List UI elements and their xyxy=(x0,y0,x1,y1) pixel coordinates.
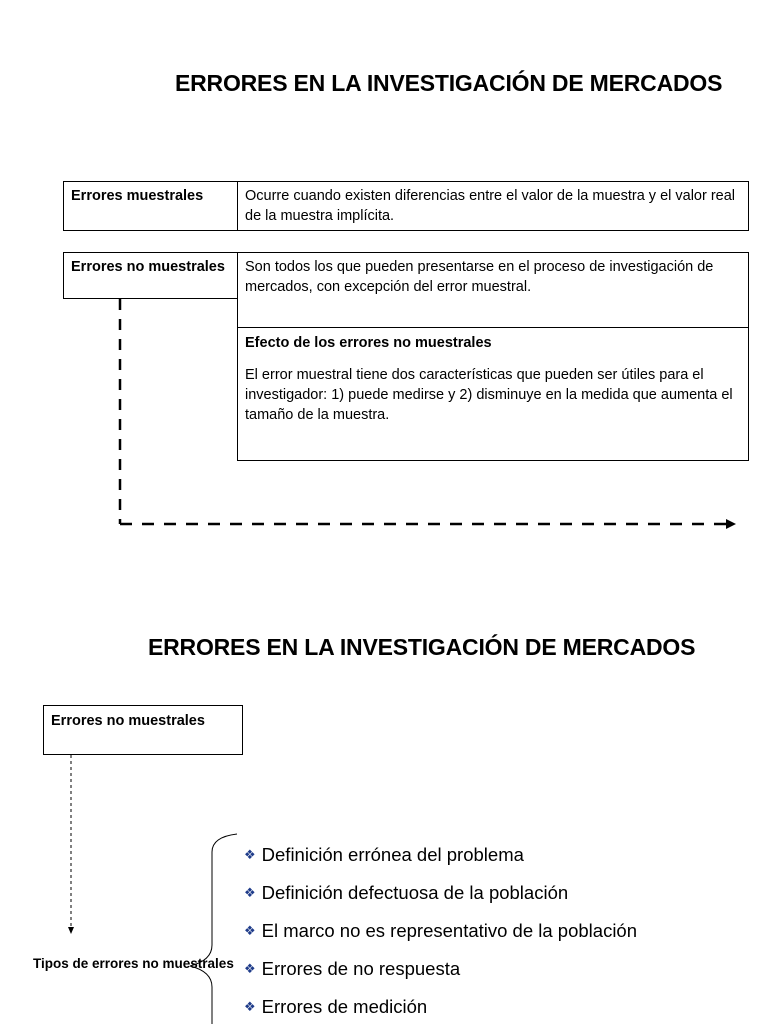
arrow-head-icon xyxy=(726,519,736,529)
errores-no-muestrales-label: Errores no muestrales xyxy=(63,252,238,299)
efecto-text: El error muestral tiene dos características que pueden ser útiles para el investigador: 1) puede medirse y 2) disminuye en la medida que aumenta el tamaño de la muestra. xyxy=(245,367,733,423)
diamond-bullet-icon: ❖ xyxy=(244,885,256,900)
errores-muestrales-label: Errores muestrales xyxy=(63,181,238,231)
efecto-box xyxy=(237,327,749,461)
curly-brace-icon xyxy=(190,834,237,1024)
list-item: ❖ Errores de no respuesta xyxy=(244,958,461,979)
list-item: ❖ El marco no es representativo de la población xyxy=(244,920,638,941)
diamond-bullet-icon: ❖ xyxy=(244,961,256,976)
errores-muestrales-description: Ocurre cuando existen diferencias entre el valor de la muestra y el valor real de la muestra implícita. xyxy=(237,181,749,231)
bullet-list xyxy=(244,840,637,1030)
efecto-title: Efecto de los errores no muestrales xyxy=(245,335,492,351)
errores-no-muestrales-description: Son todos los que pueden presentarse en el proceso de investigación de mercados, con excepción del error muestral. xyxy=(237,252,749,328)
errores-no-muestrales-box: Errores no muestrales xyxy=(43,705,243,755)
list-item: ❖ Definición defectuosa de la población xyxy=(244,882,569,903)
diamond-bullet-icon: ❖ xyxy=(244,923,256,938)
page-title: ERRORES EN LA INVESTIGACIÓN DE MERCADOS xyxy=(175,70,723,96)
section-title: ERRORES EN LA INVESTIGACIÓN DE MERCADOS xyxy=(148,634,696,660)
diamond-bullet-icon: ❖ xyxy=(244,847,256,862)
diamond-bullet-icon: ❖ xyxy=(244,999,256,1014)
list-item: ❖ Errores de medición xyxy=(244,996,428,1017)
dotted-arrow-head-icon xyxy=(68,927,74,934)
tipos-label: Tipos de errores no muestrales xyxy=(33,956,234,971)
list-item: ❖ Definición errónea del problema xyxy=(244,844,524,865)
